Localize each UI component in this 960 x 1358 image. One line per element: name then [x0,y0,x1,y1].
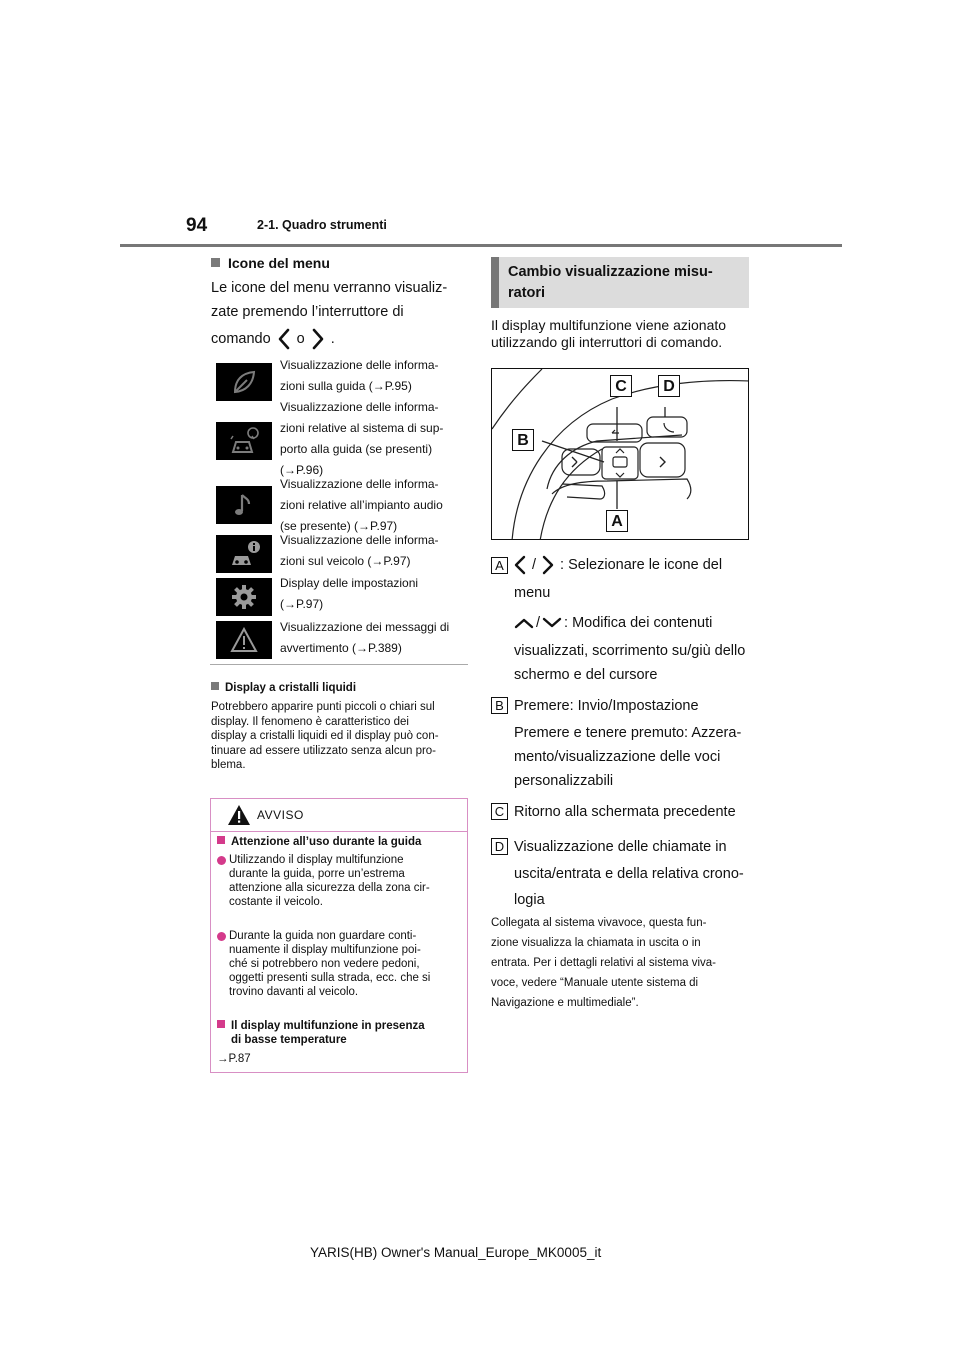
item-c: C Ritorno alla schermata precedente [491,800,753,824]
warning-header [211,799,467,832]
warning-triangle-icon [216,621,272,659]
steering-switch-figure [491,368,749,540]
chevron-left-icon [277,328,291,350]
bullet-square-icon [217,836,225,844]
warning-bullet: Durante la guida non guardare conti- nuamente il display multifunzione poi- ché si potrebbero non vedere pedoni, oggetti presenti sulla strada, ecc. che si trovino davanti al veicolo. [217,929,461,999]
footer-manual-id: YARIS(HB) Owner's Manual_Europe_MK0005_it [310,1245,602,1260]
page-reference: →P.87 [217,1053,251,1065]
warning-bullet: Utilizzando il display multifunzione durante la guida, porre un’estrema attenzione alla sicurezza della zona cir- costante il veicolo. [217,853,461,909]
bullet-dot-icon [217,856,226,865]
vehicle-info-icon [216,535,272,573]
menu-para-line: comando o . [211,327,471,351]
menu-para-line: zate premendo l’interruttore di [211,304,404,320]
callout-c: C [610,375,632,397]
warning-subheading: Il display multifunzione in presenza di basse temperature [217,1019,461,1047]
section-title: 2-1. Quadro strumenti [257,218,387,232]
label-c: C [491,803,508,820]
divider [210,664,468,665]
callout-b: B [512,429,534,451]
lcd-paragraph: Potrebbero apparire punti piccoli o chiari sul display. Il fenomeno è caratteristico dei display a cristalli liquidi ed il display può con- tinuare ad essere utilizzato senza alcun pro- blema. [211,701,439,771]
warning-box [210,798,468,1073]
item-b: B Premere: Invio/Impostazione Premere e tenere premuto: Azzera- mento/visualizzazione delle voci personalizzabili [491,694,753,793]
label-d: D [491,838,508,855]
menu-icons-heading: Icone del menu [211,255,330,271]
callout-d: D [658,375,680,397]
bullet-square-icon [211,258,220,267]
leaf-icon [216,363,272,401]
intro-paragraph: Il display multifunzione viene azionato utilizzando gli interruttori di comando. [491,317,727,350]
item-a: A / : Selezionare le icone del menu / : Modifica dei contenuti visualizzati, scorrimento su/giù dello schermo e del cursore [491,553,753,687]
warning-subheading: Attenzione all’uso durante la guida [217,835,461,849]
chevron-left-icon [513,555,527,575]
section-box-title: Cambio visualizzazione misu- ratori [491,257,749,308]
bullet-square-icon [211,682,219,690]
warning-title: AVVISO [257,808,304,822]
warning-triangle-icon [227,804,251,826]
music-note-icon [216,486,272,524]
menu-para-line: Le icone del menu verranno visualiz- [211,280,448,296]
chevron-right-icon [541,555,555,575]
bullet-dot-icon [217,932,226,941]
label-b: B [491,697,508,714]
chevron-right-icon [311,328,325,350]
chevron-up-icon [514,617,534,629]
gear-icon [216,578,272,616]
header-rule [120,244,842,247]
page-number: 94 [186,215,208,236]
lcd-heading: Display a cristalli liquidi [211,682,356,694]
bullet-square-icon [217,1020,225,1028]
handsfree-note: Collegata al sistema vivavoce, questa fun- zione visualizza la chiamata in uscita o in entrata. Per i dettagli relativi al sistema viva- voce, vedere “Manuale utente sistema di Navigazione e multimediale”. [491,917,716,1009]
item-d: D Visualizzazione delle chiamate in uscita/entrata e della relativa crono- logia [491,835,753,912]
chevron-down-icon [542,617,562,629]
label-a: A [491,557,508,574]
callout-a: A [606,510,628,532]
driver-assist-icon [216,422,272,460]
